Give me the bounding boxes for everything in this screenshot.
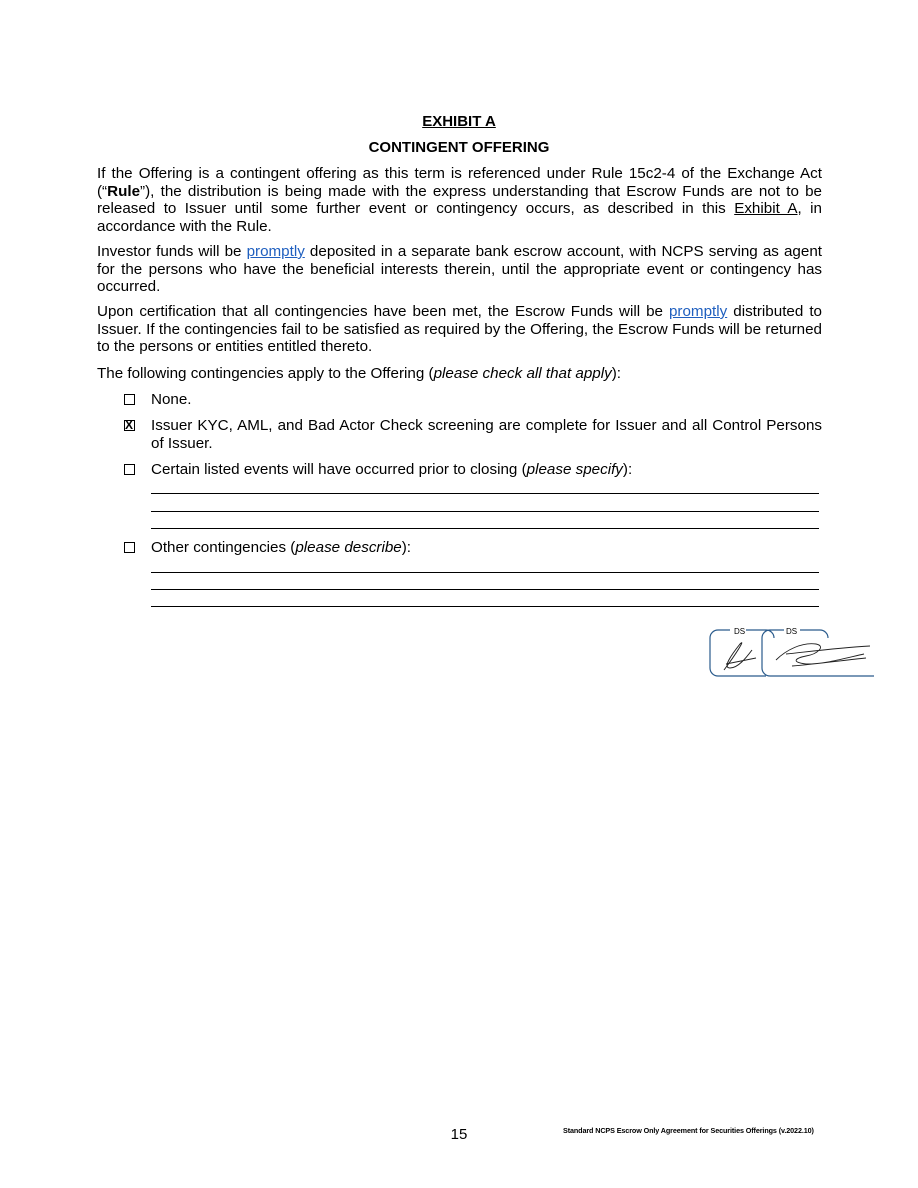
paragraph-contingencies-intro: The following contingencies apply to the Offering (please check all that apply): [97,365,622,382]
footer-reference: Standard NCPS Escrow Only Agreement for Securities Offerings (v.2022.10) [563,1126,814,1135]
checkbox-none[interactable] [124,394,135,405]
promptly-link-1[interactable]: promptly [246,243,305,260]
blank-line[interactable] [151,572,819,573]
option-label: Other contingencies (please describe): [151,539,412,556]
signature-2-stroke [776,644,870,666]
signature-1-stroke [724,643,756,670]
paragraph-investor-funds: Investor funds will be promptly deposited in a separate bank escrow account, with NCPS serving as agent for the persons who have the beneficial interests therein, until the appropriate event or contingency has occurred. [97,243,822,296]
promptly-link-2[interactable]: promptly [668,303,728,320]
option-label: Issuer KYC, AML, and Bad Actor Check screening are complete for Issuer and all Control Persons of Issuer. [151,417,822,452]
paragraph-certification: Upon certification that all contingencies have been met, the Escrow Funds will be promptly distributed to Issuer. If the contingencies fail to be satisfied as required by the Offering, the Escrow Funds will be returned to the persons or entities entitled thereto. [97,303,822,356]
option-label: None. [151,391,192,408]
rule-term: Rule [107,182,141,200]
exhibit-reference: Exhibit A [734,200,798,218]
blank-line[interactable] [151,589,819,590]
checkbox-kyc-checked[interactable] [124,420,135,431]
checkbox-listed-events[interactable] [124,464,135,475]
page-number: 15 [450,1126,468,1143]
docusign-signatures [706,624,880,684]
section-heading: CONTINGENT OFFERING [368,139,550,156]
check-mark-icon: X [125,418,134,432]
blank-line[interactable] [151,511,819,512]
blank-line[interactable] [151,493,819,494]
exhibit-title: EXHIBIT A [422,113,496,130]
paragraph-rule: If the Offering is a contingent offering as this term is referenced under Rule 15c2-4 of the Exchange Act (“Rule”), the distribution is being made with the express understanding that Escrow Funds are not to be released to Issuer until some further event or contingency occurs, as described in this Exhibit A, in accordance with the Rule. [97,165,822,235]
ds-tag-1: DS [734,627,746,636]
blank-line[interactable] [151,528,819,529]
checkbox-other[interactable] [124,542,135,553]
ds-tag-2: DS [786,627,798,636]
option-label: Certain listed events will have occurred prior to closing (please specify): [151,461,633,478]
blank-line[interactable] [151,606,819,607]
